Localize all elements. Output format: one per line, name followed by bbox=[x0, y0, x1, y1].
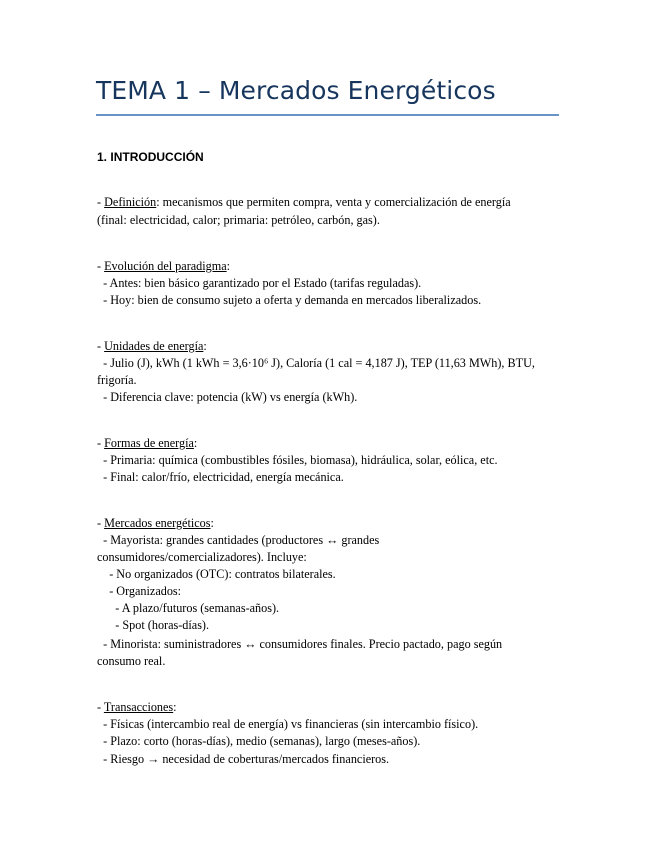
term-transacciones: Transacciones bbox=[103, 700, 174, 714]
title-underline bbox=[96, 114, 559, 116]
units-line-2: frigoría. bbox=[97, 373, 137, 387]
markets-line-7: - Minorista: suministradores ↔ consumidores finales. Precio pactado, pago según bbox=[97, 637, 503, 651]
section-heading bbox=[97, 150, 204, 164]
term-evolucion: Evolución del paradigma bbox=[104, 259, 227, 273]
forms-line-2: - Final: calor/frío, electricidad, energía mecánica. bbox=[97, 470, 344, 484]
markets-line-6: - Spot (horas-días). bbox=[97, 618, 210, 632]
transactions-line-1: - Físicas (intercambio real de energía) vs financieras (sin intercambio físico). bbox=[97, 717, 479, 731]
term-formas: Formas de energía bbox=[104, 436, 194, 450]
paradigm-term-line: - Evolución del paradigma: bbox=[97, 259, 231, 273]
units-term-line: - Unidades de energía: bbox=[97, 339, 207, 353]
markets-line-4: - Organizados: bbox=[97, 584, 182, 598]
term-mercados: Mercados energéticos bbox=[104, 516, 211, 530]
paradigm-line-1: - Antes: bien básico garantizado por el Estado (tarifas reguladas). bbox=[97, 276, 422, 290]
transactions-line-2: - Plazo: corto (horas-días), medio (semanas), largo (meses-años). bbox=[97, 734, 421, 748]
term-unidades: Unidades de energía bbox=[104, 339, 204, 353]
markets-line-2: consumidores/comercializadores). Incluye: bbox=[97, 550, 307, 564]
paradigm-line-2: - Hoy: bien de consumo sujeto a oferta y demanda en mercados liberalizados. bbox=[97, 293, 482, 307]
markets-term-line: - Mercados energéticos: bbox=[97, 516, 214, 530]
term-definicion: Definición bbox=[104, 195, 157, 209]
markets-line-5: - A plazo/futuros (semanas-años). bbox=[97, 601, 280, 615]
transactions-line-3: - Riesgo → necesidad de coberturas/mercados financieros. bbox=[97, 752, 390, 766]
forms-term-line: - Formas de energía: bbox=[97, 436, 198, 450]
page-title: TEMA 1 – Mercados Energéticos bbox=[96, 76, 496, 105]
markets-line-3: - No organizados (OTC): contratos bilaterales. bbox=[97, 567, 336, 581]
markets-line-1: - Mayorista: grandes cantidades (productores ↔ grandes bbox=[97, 533, 380, 547]
units-line-1: - Julio (J), kWh (1 kWh = 3,6·10⁶ J), Caloría (1 cal = 4,187 J), TEP (11,63 MWh), BTU, bbox=[97, 356, 535, 370]
forms-line-1: - Primaria: química (combustibles fósiles, biomasa), hidráulica, solar, eólica, etc. bbox=[97, 453, 498, 467]
transactions-term-line: - Transacciones: bbox=[97, 700, 177, 714]
markets-line-8: consumo real. bbox=[97, 654, 166, 668]
definition-text-1: mecanismos que permiten compra, venta y comercialización de energía bbox=[162, 195, 511, 209]
definition-term-line: - Definición: mecanismos que permiten compra, venta y comercialización de energía bbox=[97, 195, 511, 209]
units-line-3: - Diferencia clave: potencia (kW) vs energía (kWh). bbox=[97, 390, 358, 404]
section-number: 1. bbox=[97, 150, 108, 164]
definition-text-2: (final: electricidad, calor; primaria: petróleo, carbón, gas). bbox=[97, 213, 380, 227]
section-heading-text: INTRODUCCIÓN bbox=[110, 150, 204, 164]
